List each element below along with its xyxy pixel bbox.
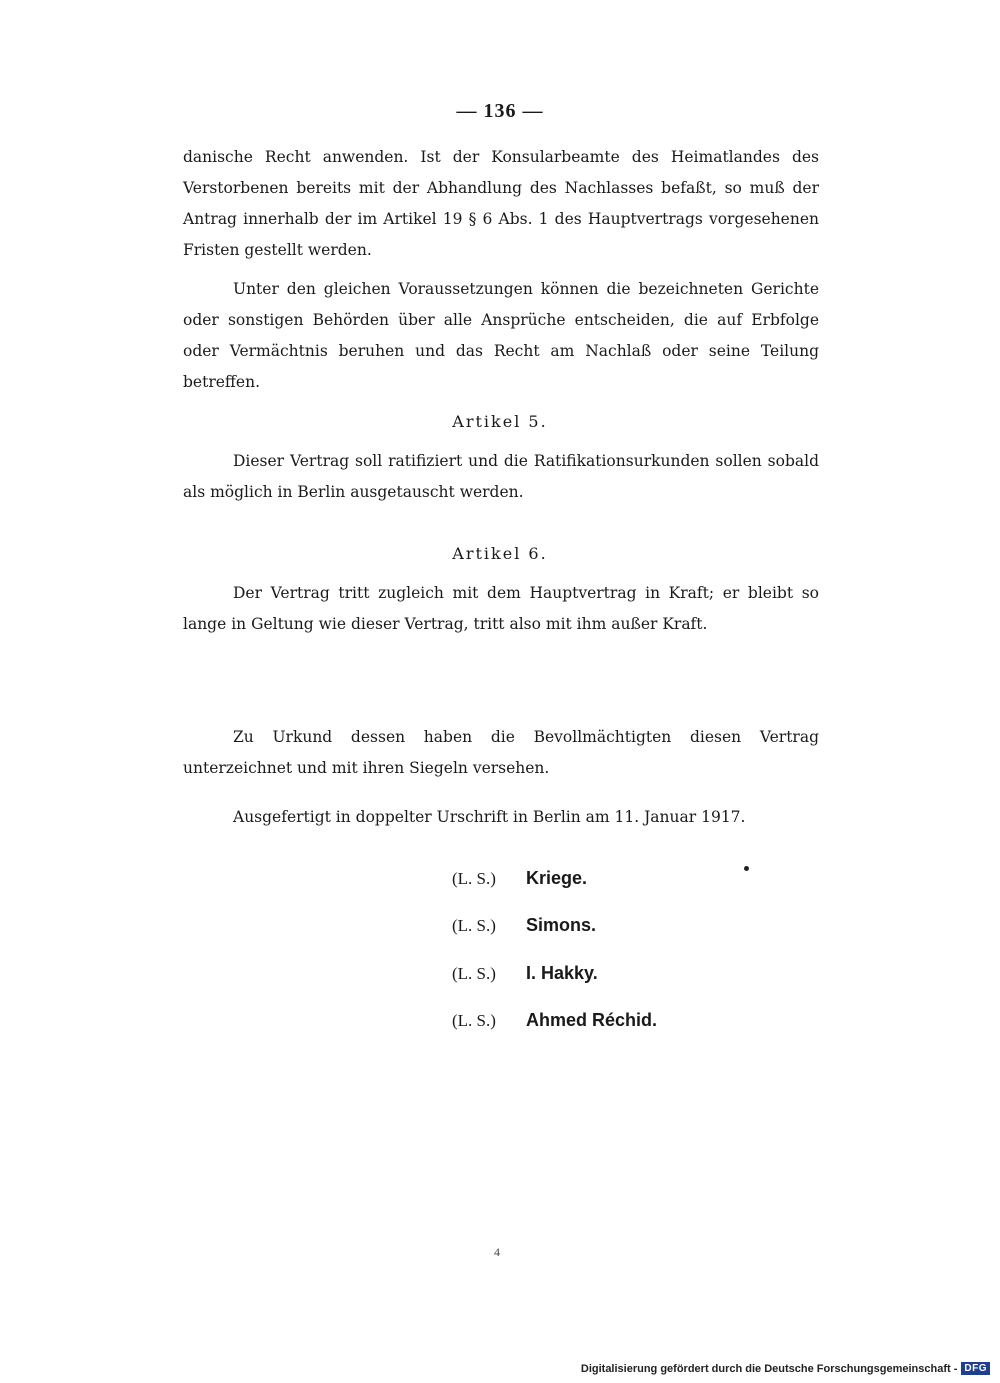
article-6-text: Der Vertrag tritt zugleich mit dem Hauptvertrag in Kraft; er bleibt so lange in Geltung wie dieser Vertrag, tritt also mit ihm außer Kraft.	[183, 584, 819, 633]
signature-row	[452, 1010, 657, 1040]
signatory-name: Ahmed Réchid.	[526, 1010, 658, 1030]
signature-row	[452, 963, 598, 993]
article-5-heading: Artikel 5.	[452, 412, 548, 431]
seal-mark: (L. S.)	[452, 869, 496, 888]
signatory-name: Simons.	[526, 915, 597, 935]
signatory-name: I. Hakky.	[526, 963, 598, 983]
signatory-name: Kriege.	[526, 868, 588, 888]
paragraph-claims: Unter den gleichen Voraussetzungen können die bezeichneten Gerichte oder sonstigen Behörden über alle Ansprüche entscheiden, die auf Erbfolge oder Vermächtnis beruhen und das Recht am Nachlaß oder seine Teilung betreffen.	[183, 280, 819, 391]
execution-line: Ausgefertigt in doppelter Urschrift in Berlin am 11. Januar 1917.	[233, 808, 746, 826]
article-5-text: Dieser Vertrag soll ratifiziert und die Ratifikationsurkunden sollen sobald als möglich in Berlin ausgetauscht werden.	[183, 452, 819, 501]
seal-mark: (L. S.)	[452, 1011, 496, 1030]
signature-row	[452, 868, 587, 898]
digitization-footer	[581, 1362, 990, 1375]
signature-mark: 4	[494, 1245, 500, 1259]
page-number: — 136 —	[456, 100, 544, 122]
attestation-text: Zu Urkund dessen haben die Bevollmächtigten diesen Vertrag unterzeichnet und mit ihren Siegeln versehen.	[183, 728, 819, 777]
signature-row	[452, 915, 596, 945]
dfg-logo: DFG	[961, 1362, 990, 1375]
article-6-heading: Artikel 6.	[452, 544, 548, 563]
paragraph-continuation: danische Recht anwenden. Ist der Konsularbeamte des Heimatlandes des Verstorbenen bereits mit der Abhandlung des Nachlasses befaßt, so muß der Antrag innerhalb der im Artikel 19 § 6 Abs. 1 des Hauptvertrags vorgesehenen Fristen gestellt werden.	[183, 148, 819, 259]
ink-speck	[744, 866, 749, 871]
seal-mark: (L. S.)	[452, 916, 496, 935]
seal-mark: (L. S.)	[452, 964, 496, 983]
footer-text: Digitalisierung gefördert durch die Deutsche Forschungsgemeinschaft -	[580, 1362, 958, 1375]
